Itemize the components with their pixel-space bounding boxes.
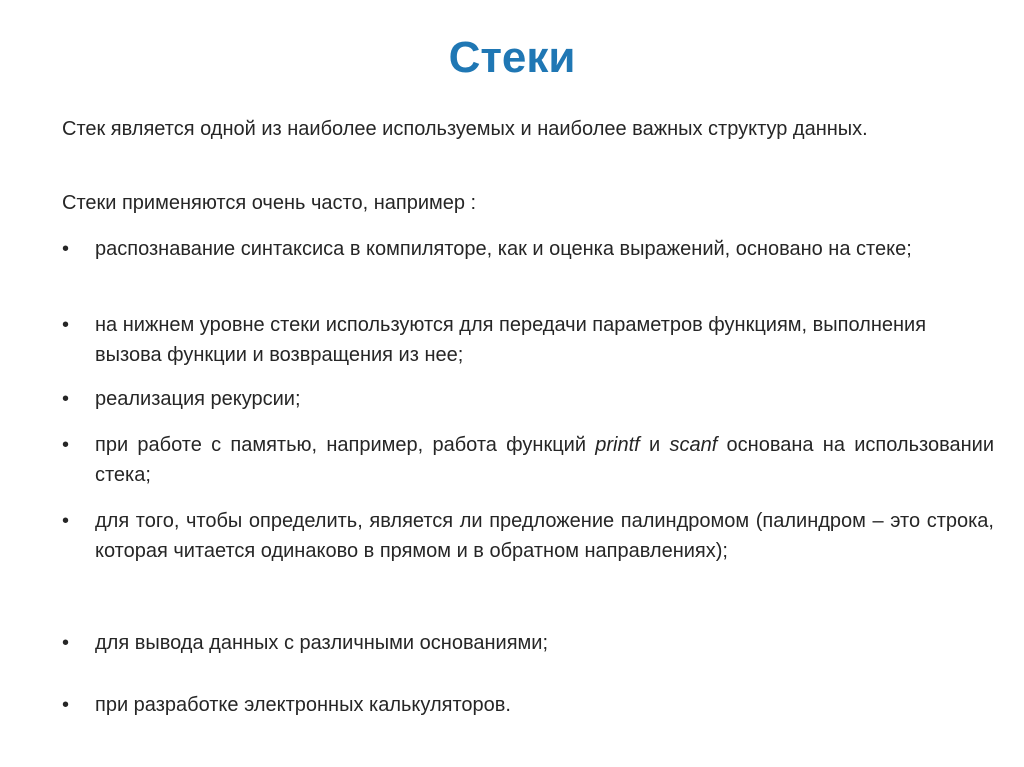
bullet-icon: • <box>62 632 70 654</box>
bullet-text: при разработке электронных калькуляторов. <box>95 694 511 716</box>
bullet-text: на нижнем уровне стеки используются для передачи параметров функциям, выполнения вызова функции и возвращения из нее; <box>95 314 927 366</box>
slide-title: Стеки <box>448 33 576 82</box>
bullet-text-part: основана на использовании стека; <box>95 434 994 486</box>
code-printf: printf <box>595 434 640 456</box>
intro-paragraph-1: Стек является одной из наиболее используемых и наиболее важных структур данных. <box>62 118 868 140</box>
bullet-text: для того, чтобы определить, является ли предложение палиндромом (палиндром – это строка, которая читается одинаково в прямом и в обратном направлениях); <box>95 510 994 562</box>
intro-paragraph-2: Стеки применяются очень часто, например : <box>62 192 477 214</box>
bullet-icon: • <box>62 434 70 456</box>
bullet-text-part: при работе с памятью, например, работа функций <box>95 434 596 456</box>
bullet-text <box>95 430 994 490</box>
bullet-icon: • <box>62 694 70 716</box>
bullet-text: реализация рекурсии; <box>95 388 301 410</box>
bullet-text: распознавание синтаксиса в компиляторе, как и оценка выражений, основано на стеке; <box>95 238 912 260</box>
bullet-icon: • <box>62 510 70 532</box>
bullet-icon: • <box>62 314 70 336</box>
bullet-icon: • <box>62 388 70 410</box>
bullet-icon: • <box>62 238 70 260</box>
bullet-text: для вывода данных с различными основаниями; <box>95 632 548 654</box>
bullet-text-part: и <box>639 434 670 456</box>
code-scanf: scanf <box>669 434 718 456</box>
